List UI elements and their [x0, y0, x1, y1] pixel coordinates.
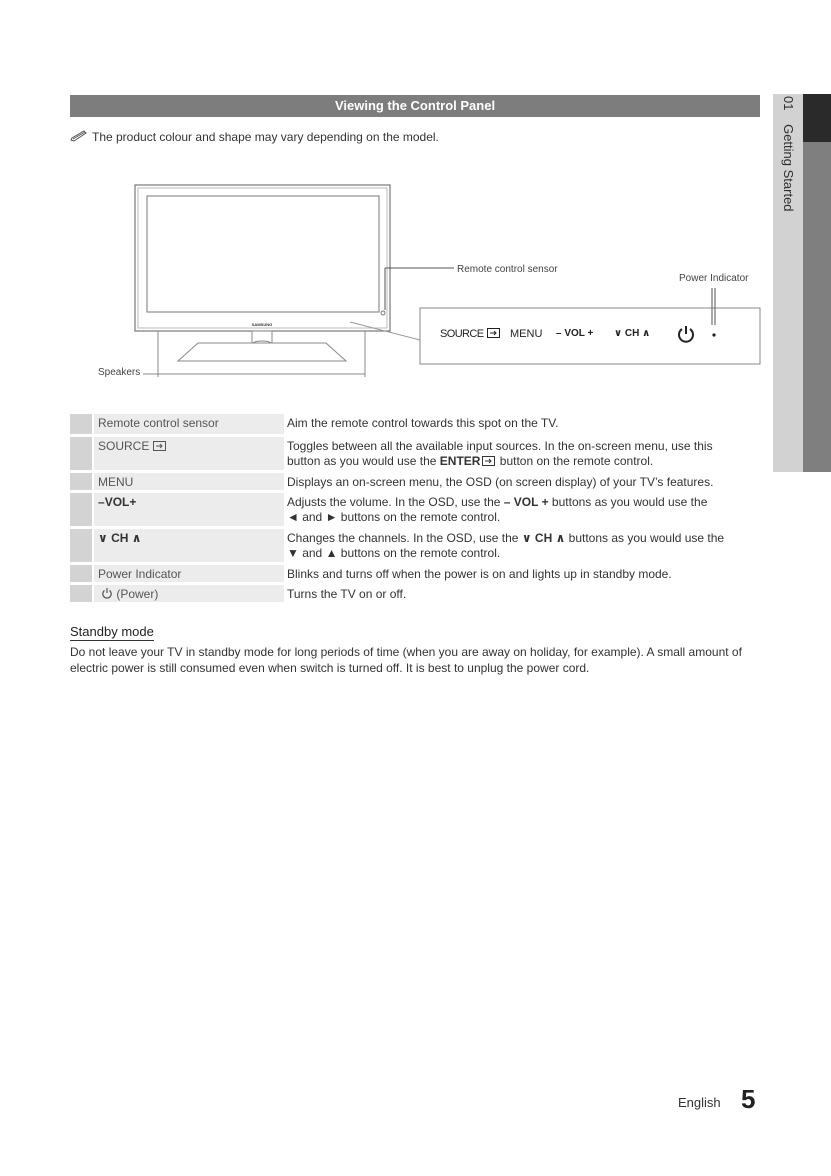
row-value: Displays an on-screen menu, the OSD (on screen display) of your TV’s features. — [287, 475, 714, 489]
row-key: Power Indicator — [94, 565, 284, 582]
power-icon — [101, 587, 113, 599]
row-key: (Power) — [94, 585, 284, 602]
section-title: Viewing the Control Panel — [70, 95, 760, 117]
stand-base — [178, 343, 346, 361]
table-row — [70, 473, 760, 490]
row-value: Aim the remote control towards this spot on the TV. — [287, 416, 559, 430]
enter-icon — [482, 456, 496, 466]
table-row — [70, 437, 760, 470]
page-number: 5 — [741, 1084, 756, 1114]
power-indicator-label: Power Indicator — [679, 273, 749, 284]
speakers-label: Speakers — [98, 367, 141, 378]
table-row — [70, 414, 760, 434]
standby-heading: Standby mode — [70, 624, 154, 639]
row-value: Changes the channels. In the OSD, use the ∨ CH ∧ buttons as you would use the ▼ and ▲ buttons on the remote control. — [287, 531, 725, 560]
enter-icon — [153, 441, 167, 451]
chapter-number: 01 — [781, 96, 796, 111]
panel-source-button[interactable]: SOURCE — [440, 328, 501, 340]
source-enter-icon — [487, 328, 501, 338]
row-key: ∨ CH ∧ — [94, 529, 284, 562]
remote-sensor-label: Remote control sensor — [457, 264, 558, 275]
row-key: SOURCE — [94, 437, 284, 470]
table-row — [70, 493, 760, 526]
row-key: –VOL+ — [94, 493, 284, 526]
row-value: Blinks and turns off when the power is on and lights up in standby mode. — [287, 567, 672, 581]
panel-channel-buttons[interactable]: ∨ CH ∧ — [614, 328, 651, 339]
table-row — [70, 565, 760, 582]
tv-screen — [147, 196, 379, 312]
row-key: Remote control sensor — [94, 414, 284, 434]
control-panel-strip — [420, 308, 760, 364]
standby-text: Do not leave your TV in standby mode for long periods of time (when you are away on holiday, for example). A small amount of electric power is still consumed even when switch is turned off. It is best to unplug the power cord. — [70, 645, 742, 675]
table-row — [70, 529, 760, 562]
chapter-title: Getting Started — [781, 124, 796, 212]
brand-logo-text: SAMSUNG — [251, 322, 273, 327]
panel-menu-button[interactable]: MENU — [510, 328, 543, 340]
row-value: Adjusts the volume. In the OSD, use the – VOL + buttons as you would use the ◄ and ► buttons on the remote control. — [287, 495, 708, 524]
table-row — [70, 585, 760, 602]
row-key: MENU — [94, 473, 284, 490]
power-indicator-light — [712, 333, 716, 337]
row-value: Turns the TV on or off. — [287, 587, 407, 601]
panel-volume-buttons[interactable]: – VOL + — [556, 328, 594, 339]
remote-sensor-dot — [381, 311, 385, 315]
note-text: The product colour and shape may vary depending on the model. — [92, 130, 439, 144]
panel-power-button[interactable] — [676, 324, 696, 344]
row-value: Toggles between all the available input sources. In the on-screen menu, use this button as you would use the ENTER button on the remote control. — [287, 439, 713, 468]
footer-language: English — [678, 1095, 721, 1110]
control-panel-table — [70, 414, 760, 602]
